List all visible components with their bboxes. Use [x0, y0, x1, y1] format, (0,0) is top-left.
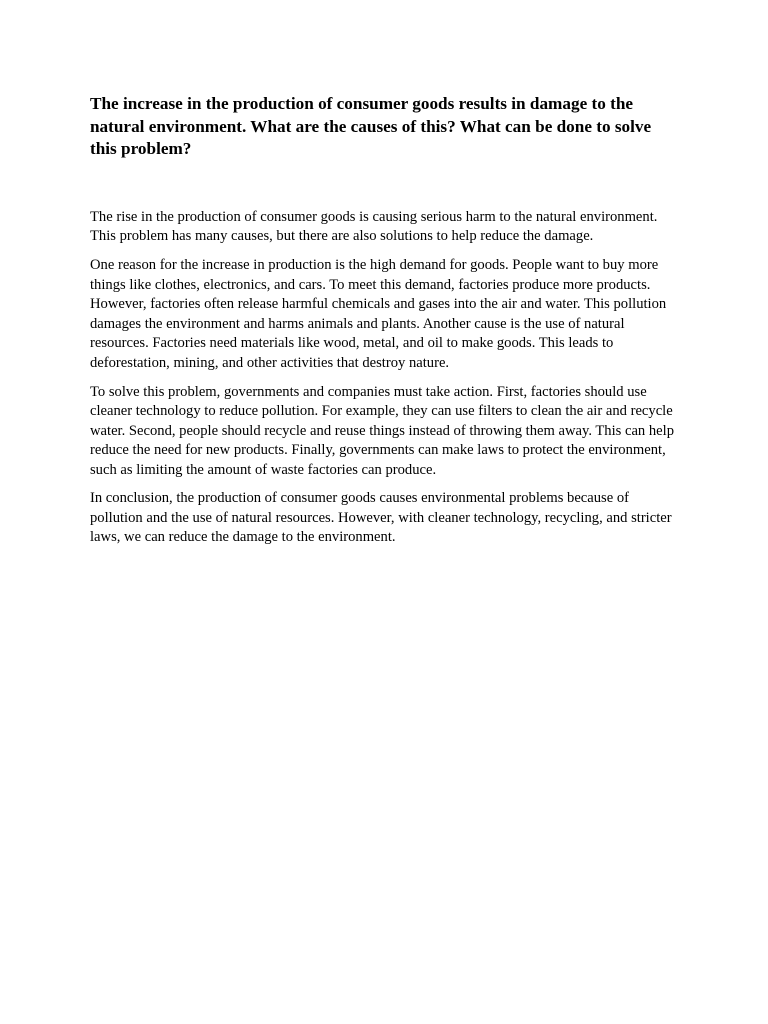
essay-question-title: The increase in the production of consumer goods results in damage to the natural environment. What are the causes of this? What can be done to solve this problem?	[90, 94, 652, 159]
paragraph-causes: One reason for the increase in production is the high demand for goods. People want to buy more things like clothes, electronics, and cars. To meet this demand, factories produce more products. However, factories often release harmful chemicals and gases into the air and water. This pollution damages the environment and harms animals and plants. Another cause is the use of natural resources. Factories need materials like wood, metal, and oil to make goods. This leads to deforestation, mining, and other activities that destroy nature.	[90, 257, 667, 371]
paragraph-conclusion: In conclusion, the production of consumer goods causes environmental problems because of pollution and the use of natural resources. However, with cleaner technology, recycling, and stricter laws, we can reduce the damage to the environment.	[90, 490, 672, 546]
paragraph-introduction: The rise in the production of consumer goods is causing serious harm to the natural environment. This problem has many causes, but there are also solutions to help reduce the damage.	[90, 208, 658, 245]
document-content	[90, 93, 680, 557]
essay-body	[90, 208, 680, 548]
paragraph-solutions: To solve this problem, governments and companies must take action. First, factories should use cleaner technology to reduce pollution. For example, they can use filters to clean the air and recycle water. Second, people should recycle and reuse things instead of throwing them away. This can help reduce the need for new products. Finally, governments can make laws to protect the environment, such as limiting the amount of waste factories can produce.	[90, 383, 674, 478]
